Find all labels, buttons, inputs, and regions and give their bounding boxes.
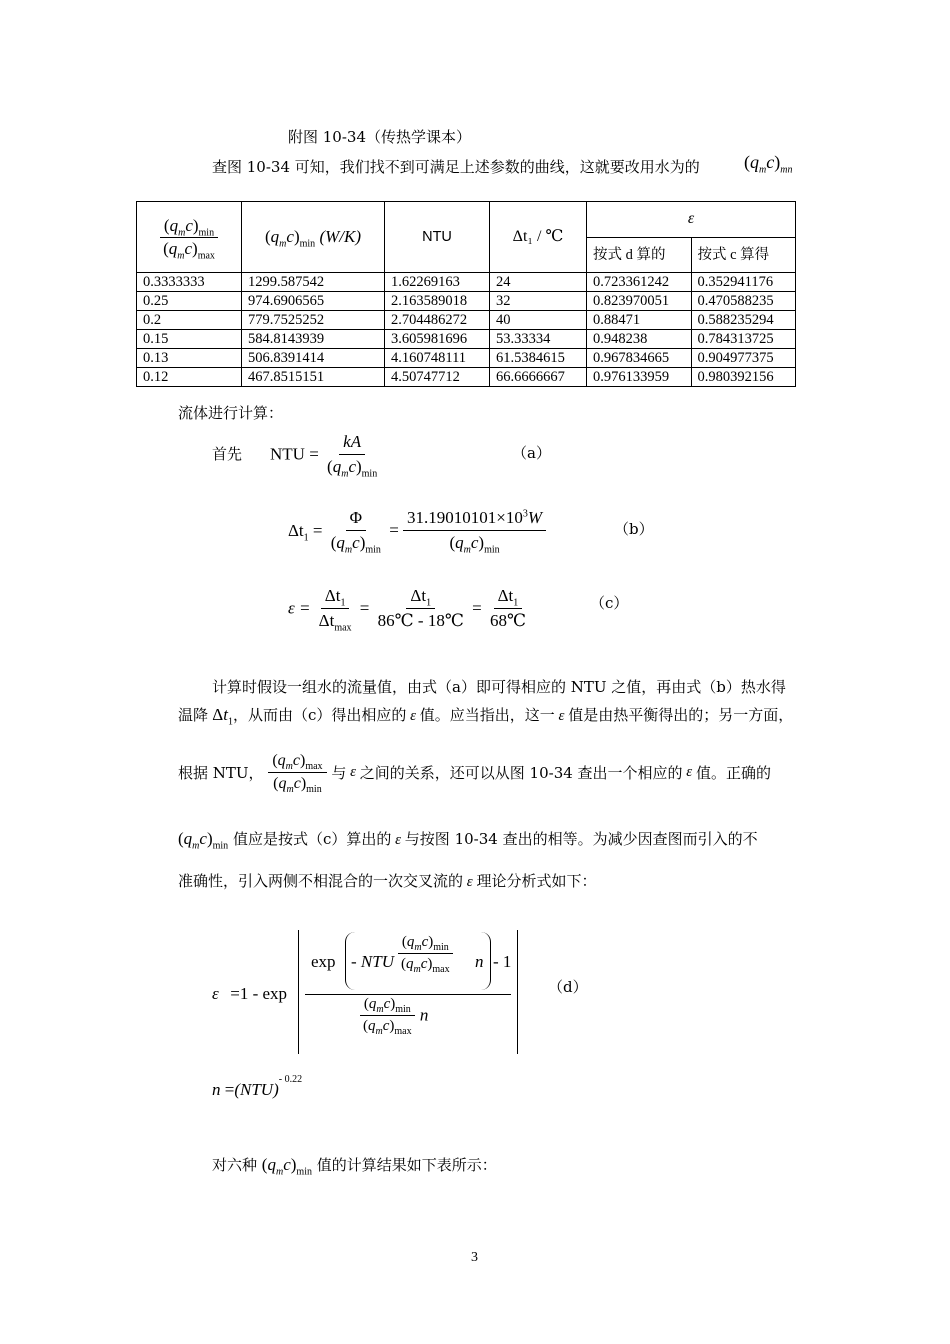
table-cell: 0.823970051 xyxy=(587,292,692,311)
table-cell: 61.5384615 xyxy=(490,349,587,368)
table-row xyxy=(137,273,796,292)
para2-line: 根据 NTU， $\frac{(q_mc)_{max}}{(q_mc)_{min}}$ 与 ε 之间的关系，还可以从图 10-34 查出一个相应的 ε 值。正确的 xyxy=(178,752,771,796)
table-cell: 0.470588235 xyxy=(691,292,796,311)
table-cell: 53.33334 xyxy=(490,330,587,349)
page-number: 3 xyxy=(471,1250,478,1265)
table-cell: 4.50747712 xyxy=(385,368,490,387)
table-cell: 0.2 xyxy=(137,311,242,330)
header-qmc-min: $(q_mc)_{min}$ (W/K) xyxy=(242,202,385,273)
table-cell: 0.12 xyxy=(137,368,242,387)
table-row xyxy=(137,349,796,368)
table-cell: 506.8391414 xyxy=(242,349,385,368)
intro-qmc-symbol: $(q_mc)_{mn}$ xyxy=(744,152,793,176)
header-ratio: $\frac{(q_mc)_{min}}{(q_mc)_{max}}$ xyxy=(137,202,242,273)
figure-caption: 附图 10-34（传热学课本） xyxy=(288,128,472,146)
para1-line2: 温降 $\Delta t_1$，从而由（c）得出相应的 ε 值。应当指出，这一 ε 值是由热平衡得出的；另一方面， xyxy=(178,705,794,728)
table-cell: 2.163589018 xyxy=(385,292,490,311)
table-cell: 779.7525252 xyxy=(242,311,385,330)
table-cell: 0.352941176 xyxy=(691,273,796,292)
header-eps-c: 按式 c 算得 xyxy=(691,237,796,273)
table-cell: 467.8515151 xyxy=(242,368,385,387)
eq-a-tag: （a） xyxy=(512,444,551,462)
table-cell: 0.88471 xyxy=(587,311,692,330)
table-cell: 24 xyxy=(490,273,587,292)
table-row xyxy=(137,311,796,330)
table-cell: 0.976133959 xyxy=(587,368,692,387)
table-row xyxy=(137,330,796,349)
header-delta-t: Δt₁ / ℃ xyxy=(490,202,587,273)
para3-line: $(q_mc)_{min}$ 值应是按式（c）算出的 ε 与按图 10-34 查出的相等。为减少因查图而引入的不 xyxy=(178,829,758,852)
table-cell: 0.13 xyxy=(137,349,242,368)
table-cell: 40 xyxy=(490,311,587,330)
table-cell: 0.948238 xyxy=(587,330,692,349)
table-row xyxy=(137,292,796,311)
table-cell: 1.62269163 xyxy=(385,273,490,292)
table-cell: 0.723361242 xyxy=(587,273,692,292)
eq-d-tag: （d） xyxy=(548,978,588,996)
equation-a: NTU = $\frac{kA}{(q_mc)_{min}}$ xyxy=(270,432,378,480)
header-eps-d: 按式 d 算的 xyxy=(587,237,692,273)
table-body xyxy=(137,273,796,387)
equation-b: $\Delta t_1$ = $\frac{\Phi}{(q_mc)_{min}}$ = $\frac{31.19010101\times 10^3W}{(q_mc)_{min}}$ xyxy=(288,508,546,553)
eq-b-tag: （b） xyxy=(614,520,654,538)
final-line: 对六种 $(q_mc)_{min}$ 值的计算结果如下表所示： xyxy=(212,1155,497,1178)
table-cell: 66.6666667 xyxy=(490,368,587,387)
eq-c-tag: （c） xyxy=(590,594,629,612)
intro-line: 查图 10-34 可知，我们找不到可满足上述参数的曲线，这就要改用水为的 xyxy=(212,158,700,176)
table-header-row xyxy=(137,202,796,238)
table-cell: 1299.587542 xyxy=(242,273,385,292)
table-cell: 4.160748111 xyxy=(385,349,490,368)
table-cell: 0.904977375 xyxy=(691,349,796,368)
table-cell: 3.605981696 xyxy=(385,330,490,349)
table-cell: 974.6906565 xyxy=(242,292,385,311)
table-cell: 0.588235294 xyxy=(691,311,796,330)
after-table-text: 流体进行计算： xyxy=(178,404,284,422)
table-cell: 0.3333333 xyxy=(137,273,242,292)
table-cell: 0.15 xyxy=(137,330,242,349)
table-row xyxy=(137,368,796,387)
para1-line1: 计算时假设一组水的流量值，由式（a）即可得相应的 NTU 之值，再由式（b）热水得 xyxy=(212,678,786,696)
header-ntu: NTU xyxy=(385,202,490,273)
table-cell: 0.980392156 xyxy=(691,368,796,387)
eq-a-lead: 首先 xyxy=(212,445,243,463)
results-table xyxy=(136,201,796,387)
table-cell: 584.8143939 xyxy=(242,330,385,349)
table-cell: 0.967834665 xyxy=(587,349,692,368)
equation-n: n =(NTU)$^{- 0.22}$ xyxy=(212,1074,303,1099)
equation-c: ε = $\frac{\Delta t_1}{\Delta t_{max}}$ = $\frac{\Delta t_1}{86℃ - 18℃}$ = $\frac{\Delta t_1}{68℃}$ xyxy=(288,586,526,634)
table-cell: 2.704486272 xyxy=(385,311,490,330)
para4-line: 准确性，引入两侧不相混合的一次交叉流的 ε 理论分析式如下： xyxy=(178,872,597,890)
table-cell: 0.25 xyxy=(137,292,242,311)
header-epsilon: ε xyxy=(587,202,796,238)
table-cell: 32 xyxy=(490,292,587,311)
table-cell: 0.784313725 xyxy=(691,330,796,349)
